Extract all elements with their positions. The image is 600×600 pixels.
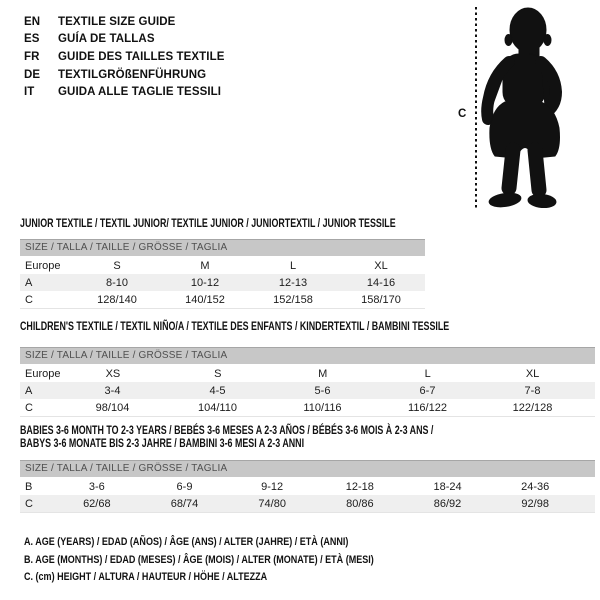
size-cell: 6-7 <box>419 384 436 397</box>
row-label-cell: Europe <box>25 259 61 272</box>
size-cell: XL <box>374 259 388 272</box>
table-row <box>20 478 595 495</box>
legend-note-line: A. AGE (YEARS) / EDAD (AÑOS) / ÂGE (ANS) / ALTER (JAHRE) / ETÀ (ANNI) <box>24 536 349 548</box>
language-label: GUÍA DE TALLAS <box>58 33 155 46</box>
size-cell: XS <box>105 367 121 380</box>
size-cell: 98/104 <box>95 401 130 414</box>
size-cell: 8-10 <box>105 276 129 289</box>
language-code: DE <box>24 68 41 81</box>
size-cell: L <box>289 259 297 272</box>
language-list <box>24 13 225 101</box>
size-cell: M <box>200 259 210 272</box>
table-title <box>20 217 425 230</box>
table-title <box>20 320 595 333</box>
size-cell: 10-12 <box>190 276 220 289</box>
size-cell: 86/92 <box>433 497 462 510</box>
size-table <box>20 478 595 513</box>
size-cell: 4-5 <box>209 384 226 397</box>
table-title-line: BABYS 3-6 MONATE BIS 2-3 JAHRE / BAMBINI 3-6 MESI A 2-3 ANNI <box>20 436 305 450</box>
size-cell: 128/140 <box>97 293 137 306</box>
table-title-line: JUNIOR TEXTILE / TEXTIL JUNIOR/ TEXTILE JUNIOR / JUNIORTEXTIL / JUNIOR TESSILE <box>20 216 396 230</box>
size-header-label: SIZE / TALLA / TAILLE / GRÖSSE / TAGLIA <box>25 350 228 361</box>
size-cell: 80/86 <box>346 497 374 510</box>
height-reference-line <box>475 7 477 210</box>
size-table <box>20 257 425 309</box>
size-cell: 92/98 <box>521 497 549 510</box>
language-row <box>24 83 225 101</box>
language-label: TEXTILE SIZE GUIDE <box>58 15 176 28</box>
table-row <box>20 382 595 399</box>
size-cell: 14-16 <box>366 276 396 289</box>
row-label-cell: A <box>25 384 33 397</box>
language-code: ES <box>24 33 40 46</box>
legend-note-line: B. AGE (MONTHS) / EDAD (MESES) / ÂGE (MOIS) / ALTER (MONATE) / ETÀ (MESI) <box>24 553 374 566</box>
table-title-line: CHILDREN'S TEXTILE / TEXTIL NIÑO/A / TEXTILE DES ENFANTS / KINDERTEXTIL / BAMBINI TESSILE <box>20 319 450 333</box>
language-code: EN <box>24 15 41 28</box>
size-header-label: SIZE / TALLA / TAILLE / GRÖSSE / TAGLIA <box>25 242 228 253</box>
height-reference-label: C <box>458 108 467 120</box>
size-table <box>20 365 595 417</box>
junior-textile-section <box>20 217 425 309</box>
row-label-cell: A <box>25 276 33 289</box>
language-code: FR <box>24 50 40 63</box>
size-cell: 122/128 <box>512 401 553 414</box>
size-cell: L <box>424 367 431 380</box>
row-label-cell: C <box>25 293 33 306</box>
size-cell: 140/152 <box>185 293 225 306</box>
table-row <box>20 365 595 382</box>
size-cell: 18-24 <box>433 480 462 493</box>
size-cell: 24-36 <box>521 480 550 493</box>
size-cell: 74/80 <box>258 497 286 510</box>
babies-textile-section <box>20 424 595 513</box>
size-cell: 3-6 <box>88 480 105 493</box>
row-label-cell: Europe <box>25 367 61 380</box>
language-label: TEXTILGRÖßENFÜHRUNG <box>58 68 207 81</box>
baby-figure-area <box>450 4 600 216</box>
size-header-label: SIZE / TALLA / TAILLE / GRÖSSE / TAGLIA <box>25 463 228 474</box>
table-row <box>20 291 425 308</box>
legend-notes <box>24 534 451 587</box>
size-cell: 12-18 <box>345 480 374 493</box>
language-label: GUIDA ALLE TAGLIE TESSILI <box>58 86 222 99</box>
size-cell: 110/116 <box>303 401 342 414</box>
size-cell: S <box>214 367 222 380</box>
size-cell: 104/110 <box>198 401 237 414</box>
row-label-cell: C <box>25 401 33 414</box>
size-cell: 6-9 <box>176 480 193 493</box>
size-cell: 5-6 <box>314 384 331 397</box>
language-label: GUIDE DES TAILLES TEXTILE <box>58 50 225 63</box>
size-cell: 68/74 <box>170 497 199 510</box>
size-cell: 7-8 <box>524 384 541 397</box>
size-cell: 12-13 <box>278 276 308 289</box>
row-label-cell: B <box>25 480 33 493</box>
size-cell: 3-4 <box>104 384 121 397</box>
language-code: IT <box>24 86 35 99</box>
size-cell: XL <box>525 367 540 380</box>
size-header-bar <box>20 460 595 477</box>
table-row <box>20 495 595 512</box>
size-header-bar <box>20 347 595 364</box>
legend-note-line: C. (cm) HEIGHT / ALTURA / HAUTEUR / HÖHE / ALTEZZA <box>24 571 268 583</box>
size-cell: 158/170 <box>361 293 401 306</box>
table-title <box>20 424 595 450</box>
size-cell: 152/158 <box>273 293 313 306</box>
children-textile-section <box>20 320 595 417</box>
size-cell: 9-12 <box>261 480 284 493</box>
toddler-silhouette-icon <box>481 6 569 208</box>
size-header-bar <box>20 239 425 256</box>
language-row <box>24 66 225 84</box>
language-row <box>24 31 225 49</box>
row-label-cell: C <box>25 497 33 510</box>
table-row <box>20 274 425 291</box>
table-row <box>20 399 595 416</box>
size-cell: M <box>318 367 328 380</box>
table-title-line: BABIES 3-6 MONTH TO 2-3 YEARS / BEBÉS 3-6 MESES A 2-3 AÑOS / BÉBÉS 3-6 MOIS À 2-3 ANS / <box>20 423 434 437</box>
size-cell: S <box>113 259 121 272</box>
language-row <box>24 48 225 66</box>
table-row <box>20 257 425 274</box>
language-row <box>24 13 225 31</box>
size-cell: 62/68 <box>83 497 111 510</box>
size-cell: 116/122 <box>408 401 447 414</box>
